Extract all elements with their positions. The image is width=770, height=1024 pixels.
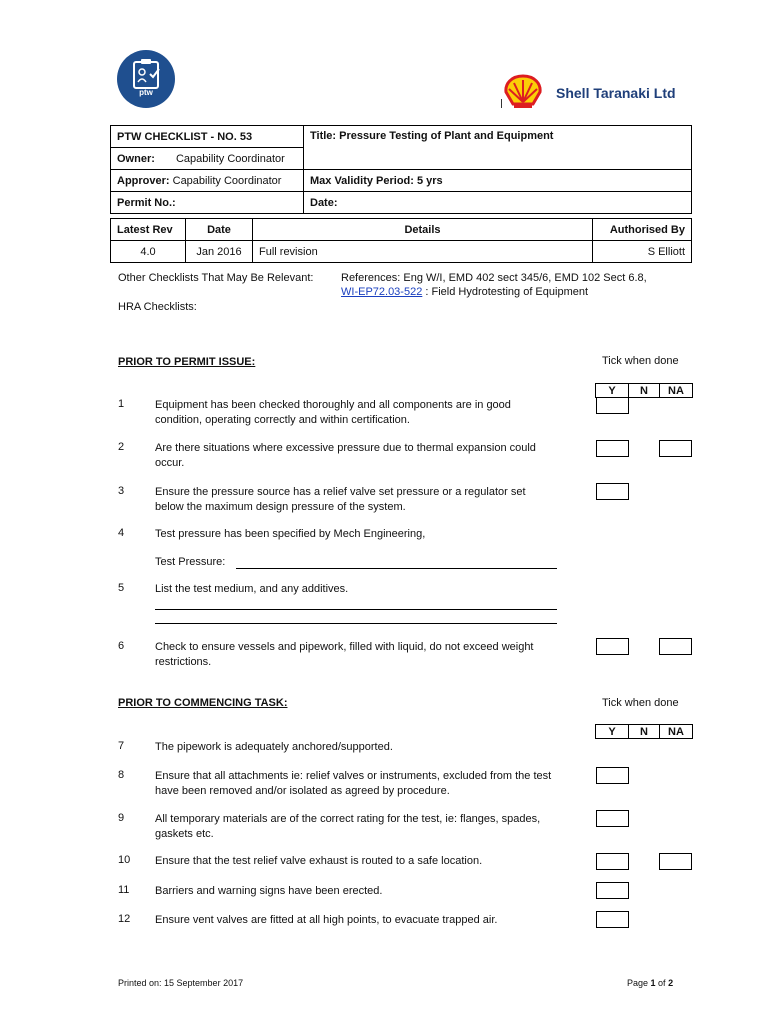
item-line: Ensure that all attachments ie: relief valves or instruments, excluded from the test (155, 770, 552, 782)
col-y: Y (596, 725, 629, 739)
item-number: 5 (118, 582, 125, 594)
item-text: Ensure that the test relief valve exhaust is routed to a safe location. (155, 855, 483, 867)
checkbox-na[interactable] (659, 853, 692, 870)
rev-date: Jan 2016 (186, 241, 253, 263)
item-line: Check to ensure vessels and pipework, filled with liquid, do not exceed weight (155, 641, 534, 653)
item-text (155, 485, 585, 515)
item-number: 3 (118, 485, 125, 497)
item-text: Test pressure has been specified by Mech Engineering, (155, 528, 426, 540)
item-number: 10 (118, 854, 131, 866)
rev-details: Full revision (253, 241, 593, 263)
checkbox-y[interactable] (596, 767, 629, 784)
rev-header-date: Date (186, 219, 253, 241)
owner-cell (111, 148, 304, 170)
item-number: 8 (118, 769, 125, 781)
item-number: 4 (118, 527, 125, 539)
section1-title: PRIOR TO PERMIT ISSUE: (118, 356, 256, 368)
checkbox-na[interactable] (659, 638, 692, 655)
checkbox-na[interactable] (659, 440, 692, 457)
item-number: 1 (118, 398, 125, 410)
reference-link-line (341, 286, 588, 298)
approver-label: Approver: (117, 174, 170, 187)
item-line: All temporary materials are of the correct rating for the test, ie: flanges, spades, (155, 813, 541, 825)
item-text (155, 812, 585, 842)
checklist-header-table (110, 125, 692, 214)
hra-checklists-label: HRA Checklists: (118, 301, 197, 313)
test-pressure-line[interactable] (236, 568, 557, 569)
item-number: 11 (118, 884, 130, 896)
item-text: List the test medium, and any additives. (155, 583, 349, 595)
validity-label: Max Validity Period: (310, 174, 414, 187)
ptw-logo-text: ptw (139, 88, 153, 97)
checkbox-y[interactable] (596, 397, 629, 414)
test-medium-line-1[interactable] (155, 609, 557, 610)
title-label: Title: (310, 130, 337, 142)
brand-name: Shell Taranaki Ltd (556, 85, 676, 101)
col-y: Y (596, 384, 629, 398)
item-line: condition, operating correctly and within certification. (155, 414, 410, 426)
item-number: 6 (118, 640, 125, 652)
checkbox-y[interactable] (596, 911, 629, 928)
brand-divider (501, 99, 502, 108)
item-line: Ensure the pressure source has a relief valve set pressure or a regulator set (155, 486, 526, 498)
item-line: Equipment has been checked thoroughly and all components are in good (155, 399, 511, 411)
shell-pecten-logo (503, 74, 543, 110)
rev-header-authorised: Authorised By (593, 219, 692, 241)
item-text (155, 640, 585, 670)
printed-on: Printed on: 15 September 2017 (118, 978, 244, 988)
page-prefix: Page (627, 978, 651, 988)
ptw-logo (117, 50, 175, 108)
checkbox-y[interactable] (596, 638, 629, 655)
test-medium-line-2[interactable] (155, 623, 557, 624)
item-line: have been removed and/or isolated as agreed by procedure. (155, 785, 450, 797)
test-pressure-label: Test Pressure: (155, 556, 226, 568)
item-line: Are there situations where excessive pressure due to thermal expansion could (155, 442, 536, 454)
item-number: 2 (118, 441, 125, 453)
col-na: NA (660, 725, 693, 739)
item-text (155, 441, 585, 471)
link-suffix: : Field Hydrotesting of Equipment (422, 286, 589, 298)
item-line: occur. (155, 457, 185, 469)
item-line: gaskets etc. (155, 828, 214, 840)
item-line: below the maximum design pressure of the system. (155, 501, 406, 513)
ptw-clipboard-icon (117, 50, 175, 108)
item-number: 7 (118, 740, 125, 752)
checkbox-y[interactable] (596, 483, 629, 500)
checkbox-y[interactable] (596, 440, 629, 457)
checklist-number: PTW CHECKLIST - NO. 53 (111, 126, 304, 148)
title-value: Pressure Testing of Plant and Equipment (339, 130, 554, 142)
title-cell (304, 126, 692, 170)
rev-value: 4.0 (111, 241, 186, 263)
item-text (155, 769, 585, 799)
section1-yn-header (595, 383, 693, 398)
item-number: 12 (118, 913, 131, 925)
page-of: of (655, 978, 669, 988)
section1-tick-label: Tick when done (602, 355, 679, 367)
checkbox-y[interactable] (596, 810, 629, 827)
col-n: N (629, 725, 660, 739)
item-text: The pipework is adequately anchored/supported. (155, 741, 393, 753)
page-current: 1 (650, 978, 656, 988)
item-text (155, 398, 585, 428)
other-checklists-label: Other Checklists That May Be Relevant: (118, 272, 314, 284)
col-na: NA (660, 384, 693, 398)
item-number: 9 (118, 812, 125, 824)
date-label: Date: (304, 192, 692, 214)
col-n: N (629, 384, 660, 398)
validity-value: 5 yrs (416, 174, 443, 187)
approver-cell (111, 170, 304, 192)
owner-value: Capability Coordinator (175, 152, 285, 165)
section2-title: PRIOR TO COMMENCING TASK: (118, 697, 288, 709)
section2-tick-label: Tick when done (602, 697, 679, 709)
checkbox-y[interactable] (596, 853, 629, 870)
item-text: Barriers and warning signs have been erected. (155, 885, 383, 897)
revision-table (110, 218, 692, 263)
item-line: restrictions. (155, 656, 212, 668)
permit-no-label: Permit No.: (111, 192, 304, 214)
validity-cell (304, 170, 692, 192)
references-text: References: Eng W/I, EMD 402 sect 345/6, EMD 102 Sect 6.8, (341, 272, 647, 284)
item-text: Ensure vent valves are fitted at all high points, to evacuate trapped air. (155, 914, 498, 926)
page-number (627, 978, 673, 988)
rev-header-latest: Latest Rev (111, 219, 186, 241)
rev-header-details: Details (253, 219, 593, 241)
wi-ep72-link[interactable]: WI-EP72.03-522 (341, 286, 423, 298)
page-total: 2 (668, 978, 674, 988)
checkbox-y[interactable] (596, 882, 629, 899)
section2-yn-header (595, 724, 693, 739)
approver-value: Capability Coordinator (172, 174, 282, 187)
owner-label: Owner: (117, 152, 155, 165)
rev-authorised: S Elliott (593, 241, 692, 263)
